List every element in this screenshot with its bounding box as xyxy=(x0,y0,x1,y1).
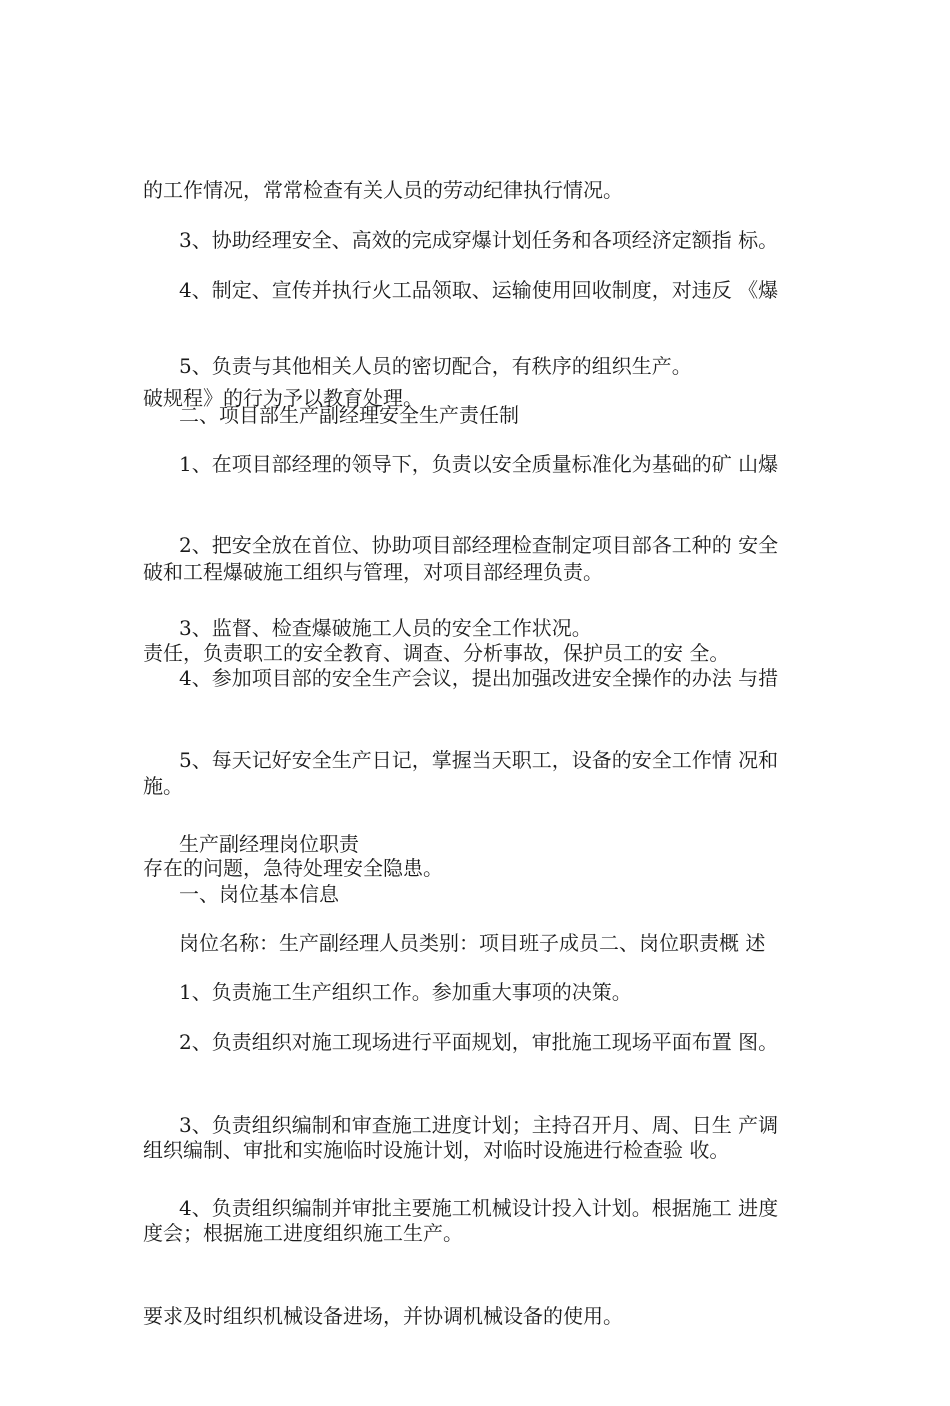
paragraph-line: 度会；根据施工进度组织施工生产。 xyxy=(143,1221,463,1245)
paragraph-line: 生产副经理岗位职责 xyxy=(179,832,359,856)
paragraph-line: 存在的问题，急待处理安全隐患。 xyxy=(143,856,443,880)
paragraph-line: 4、参加项目部的安全生产会议，提出加强改进安全操作的办法 与措 xyxy=(179,666,779,690)
paragraph-line: 5、负责与其他相关人员的密切配合，有秩序的组织生产。 xyxy=(179,354,692,378)
paragraph-line: 岗位名称：生产副经理人员类别：项目班子成员二、岗位职责概 述 xyxy=(179,931,766,955)
paragraph-line: 责任，负责职工的安全教育、调查、分析事故，保护员工的安 全。 xyxy=(143,641,730,665)
paragraph-line: 2、负责组织对施工现场进行平面规划，审批施工现场平面布置 图。 xyxy=(179,1030,779,1054)
paragraph-line: 3、协助经理安全、高效的完成穿爆计划任务和各项经济定额指 标。 xyxy=(179,228,779,252)
paragraph-line: 的工作情况，常常检查有关人员的劳动纪律执行情况。 xyxy=(143,178,623,202)
paragraph-line: 1、在项目部经理的领导下，负责以安全质量标准化为基础的矿 山爆 xyxy=(179,452,779,476)
paragraph-line: 1、负责施工生产组织工作。参加重大事项的决策。 xyxy=(179,980,632,1004)
paragraph-line: 破规程》的行为予以教育处理。 xyxy=(143,386,423,410)
paragraph-line: 5、每天记好安全生产日记，掌握当天职工，设备的安全工作情 况和 xyxy=(179,748,779,772)
paragraph-item-4 xyxy=(143,1118,833,1406)
paragraph-line: 3、负责组织编制和审查施工进度计划；主持召开月、周、日生 产调 xyxy=(179,1113,779,1137)
paragraph-line: 二、项目部生产副经理安全生产责任制 xyxy=(179,403,519,427)
paragraph-line: 施。 xyxy=(143,774,183,798)
paragraph-line: 破和工程爆破施工组织与管理，对项目部经理负责。 xyxy=(143,560,603,584)
paragraph-line: 3、监督、检查爆破施工人员的安全工作状况。 xyxy=(179,616,592,640)
paragraph-line: 要求及时组织机械设备进场，并协调机械设备的使用。 xyxy=(143,1304,623,1328)
paragraph-line: 4、负责组织编制并审批主要施工机械设计投入计划。根据施工 进度 xyxy=(179,1196,779,1220)
paragraph-line: 2、把安全放在首位、协助项目部经理检查制定项目部各工种的 安全 xyxy=(179,533,779,557)
paragraph-line: 一、岗位基本信息 xyxy=(179,882,339,906)
paragraph-line: 4、制定、宣传并执行火工品领取、运输使用回收制度，对违反 《爆 xyxy=(179,278,779,302)
paragraph-line: 组织编制、审批和实施临时设施计划，对临时设施进行检查验 收。 xyxy=(143,1138,730,1162)
